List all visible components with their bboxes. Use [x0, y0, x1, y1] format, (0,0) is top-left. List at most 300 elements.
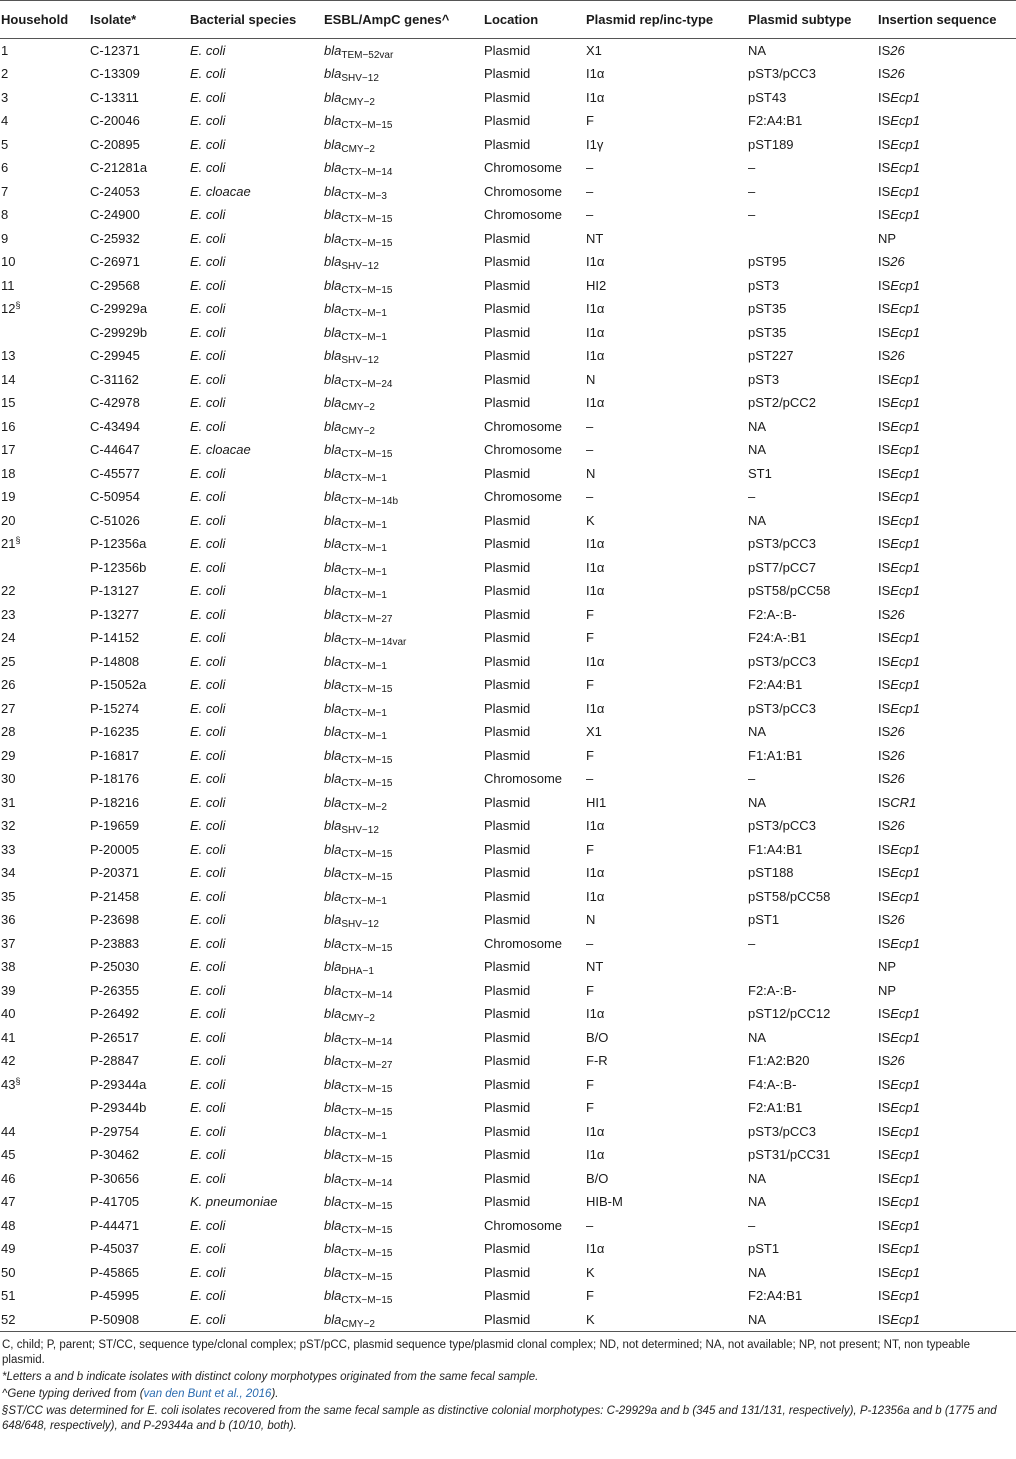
- cell-household: [0, 838, 88, 862]
- insertion-element: Ecp1: [890, 1076, 920, 1092]
- household-number: 40: [1, 1006, 16, 1022]
- cell-location: Plasmid: [484, 1123, 531, 1139]
- cell-subtype: F2:A-:B-: [748, 982, 797, 998]
- cell-isolate: P-19659: [90, 818, 140, 834]
- cell-insertion: [876, 321, 1016, 345]
- insertion-element: Ecp1: [890, 1170, 920, 1186]
- cell-isolate: P-30462: [90, 1147, 140, 1163]
- insertion-element: Ecp1: [890, 371, 920, 387]
- cell-subtype: NA: [748, 724, 767, 740]
- gene-prefix: bla: [324, 348, 342, 364]
- cell-household: [0, 791, 88, 815]
- cell-isolate: C-20046: [90, 113, 140, 129]
- cell-gene: [322, 1002, 482, 1026]
- cell-insertion: [876, 791, 1016, 815]
- cell-location: Plasmid: [484, 512, 531, 528]
- table-row: [0, 321, 1016, 345]
- cell-species: E. coli: [190, 724, 226, 740]
- insertion-prefix: IS: [878, 1076, 891, 1092]
- cell-location: Plasmid: [484, 371, 531, 387]
- gene-prefix: bla: [324, 865, 342, 881]
- cell-location: Chromosome: [484, 418, 563, 434]
- cell-insertion: [876, 509, 1016, 533]
- cell-gene: [322, 109, 482, 133]
- cell-isolate: P-18216: [90, 794, 140, 810]
- table-row: [0, 368, 1016, 392]
- gene-prefix: bla: [324, 959, 342, 975]
- cell-household: [0, 767, 88, 791]
- table-row: [0, 344, 1016, 368]
- cell-location: Plasmid: [482, 1308, 584, 1332]
- cell-gene: [322, 1214, 482, 1238]
- cell-household: [0, 932, 88, 956]
- cell-species: E. coli: [190, 277, 226, 293]
- gene-variant: SHV−12: [341, 261, 379, 273]
- insertion-element: Ecp1: [890, 395, 920, 411]
- table-row: [0, 1284, 1016, 1308]
- cell-location: Plasmid: [484, 277, 531, 293]
- cell-location: Plasmid: [484, 559, 531, 575]
- table-row: [0, 955, 1016, 979]
- gene-variant: CTX−M−15: [341, 848, 393, 860]
- cell-rep-type: X1: [586, 43, 602, 58]
- col-species: Bacterial species: [188, 1, 322, 39]
- cell-gene: [322, 720, 482, 744]
- cell-subtype: NA: [748, 794, 767, 810]
- cell-location: Plasmid: [484, 43, 531, 58]
- cell-species: E. coli: [190, 771, 226, 787]
- cell-household: [0, 1284, 88, 1308]
- cell-subtype: [746, 955, 876, 979]
- cell-species: E. coli: [190, 794, 226, 810]
- cell-location: Chromosome: [484, 771, 563, 787]
- cell-rep-type: B/O: [586, 1029, 609, 1045]
- insertion-element: Ecp1: [890, 512, 920, 528]
- cell-household: [0, 133, 88, 157]
- gene-variant: CTX−M−15: [341, 449, 393, 461]
- household-number: 43: [1, 1076, 16, 1092]
- gene-variant: CTX−M−3: [341, 190, 387, 202]
- household-number: 13: [1, 348, 16, 364]
- table-row: [0, 86, 1016, 110]
- cell-rep-type: B/O: [586, 1170, 609, 1186]
- cell-isolate: P-13277: [90, 606, 140, 622]
- cell-rep-type: –: [586, 418, 594, 434]
- gene-variant: CTX−M−15: [341, 872, 393, 884]
- cell-insertion: [876, 39, 1016, 63]
- cell-rep-type: F: [586, 1100, 594, 1116]
- table-row: [0, 1026, 1016, 1050]
- gene-variant: CTX−M−14var: [341, 637, 407, 649]
- cell-subtype: F1:A4:B1: [748, 841, 803, 857]
- cell-household: [0, 415, 88, 439]
- gene-variant: CTX−M−1: [341, 519, 387, 531]
- insertion-prefix: IS: [878, 630, 891, 646]
- cell-gene: [322, 1120, 482, 1144]
- household-number: 52: [1, 1311, 16, 1327]
- insertion-prefix: IS: [878, 1006, 891, 1022]
- cell-rep-type: –: [586, 442, 594, 458]
- cell-species: E. coli: [190, 324, 226, 340]
- gene-prefix: bla: [324, 442, 342, 458]
- cell-insertion: [876, 767, 1016, 791]
- cell-location: Plasmid: [484, 606, 531, 622]
- cell-subtype: pST31/pCC31: [748, 1147, 831, 1163]
- household-number: 39: [1, 982, 16, 998]
- gene-variant: CTX−M−15: [341, 214, 393, 226]
- insertion-prefix: IS: [878, 1029, 891, 1045]
- household-footnote-mark: §: [15, 1075, 21, 1086]
- cell-household: [0, 391, 88, 415]
- cell-household: [0, 368, 88, 392]
- cell-isolate: P-16817: [90, 747, 140, 763]
- col-household: Household: [0, 1, 88, 39]
- table-row: [0, 814, 1016, 838]
- cell-subtype: F4:A-:B-: [748, 1076, 797, 1092]
- insertion-element: 26: [890, 43, 905, 58]
- insertion-prefix: IS: [878, 536, 891, 552]
- insertion-prefix: IS: [878, 395, 891, 411]
- household-number: 48: [1, 1217, 16, 1233]
- gene-prefix: bla: [324, 818, 342, 834]
- table-row: [0, 697, 1016, 721]
- gene-variant: SHV−12: [341, 73, 379, 85]
- insertion-element: Ecp1: [890, 935, 920, 951]
- cell-gene: [322, 203, 482, 227]
- table-row: [0, 1096, 1016, 1120]
- insertion-element: Ecp1: [890, 1288, 920, 1304]
- gene-variant: CTX−M−14: [341, 1036, 393, 1048]
- cell-species: E. coli: [190, 1006, 226, 1022]
- cell-subtype: ST1: [748, 465, 772, 481]
- table-row: [0, 673, 1016, 697]
- cell-household: [0, 297, 88, 321]
- cell-gene: [322, 767, 482, 791]
- cell-isolate: P-18176: [90, 771, 140, 787]
- gene-variant: DHA−1: [341, 966, 374, 978]
- cell-species: E. coli: [190, 653, 226, 669]
- cell-isolate: C-26971: [90, 254, 140, 270]
- cell-household: [0, 1143, 88, 1167]
- cell-rep-type: –: [586, 1217, 594, 1233]
- cell-household: [0, 979, 88, 1003]
- table-row: [0, 250, 1016, 274]
- household-number: 36: [1, 912, 16, 928]
- cell-rep-type: I1α: [586, 254, 605, 270]
- table-row: [0, 861, 1016, 885]
- insertion-element: Ecp1: [890, 207, 920, 223]
- col-isolate: Isolate*: [88, 1, 188, 39]
- cell-isolate: C-21281a: [90, 160, 148, 176]
- table-row: [0, 180, 1016, 204]
- household-number: 47: [1, 1194, 16, 1210]
- gene-prefix: bla: [324, 465, 342, 481]
- insertion-element: Ecp1: [890, 559, 920, 575]
- cell-insertion: [876, 1120, 1016, 1144]
- cell-isolate: P-23883: [90, 935, 140, 951]
- table-row: [0, 39, 1016, 63]
- insertion-element: Ecp1: [890, 1100, 920, 1116]
- reference-link[interactable]: van den Bunt et al., 2016: [143, 1388, 272, 1400]
- gene-prefix: bla: [324, 724, 342, 740]
- cell-gene: [322, 180, 482, 204]
- cell-subtype: pST3/pCC3: [748, 536, 816, 552]
- gene-prefix: bla: [324, 1147, 342, 1163]
- cell-gene: [322, 344, 482, 368]
- cell-subtype: –: [748, 160, 756, 176]
- insertion-prefix: IS: [878, 160, 891, 176]
- table-row: [0, 274, 1016, 298]
- table-row: [0, 391, 1016, 415]
- gene-prefix: bla: [324, 982, 342, 998]
- cell-location: Plasmid: [484, 747, 531, 763]
- insertion-element: Ecp1: [890, 89, 920, 105]
- insertion-element: Ecp1: [890, 630, 920, 646]
- gene-variant: CTX−M−1: [341, 731, 387, 743]
- gene-prefix: bla: [324, 536, 342, 552]
- insertion-element: Ecp1: [890, 489, 920, 505]
- cell-household: [0, 1190, 88, 1214]
- cell-insertion: [876, 720, 1016, 744]
- insertion-prefix: IS: [878, 1100, 891, 1116]
- household-number: 8: [1, 207, 9, 223]
- insertion-prefix: IS: [878, 583, 891, 599]
- table-row: [0, 1120, 1016, 1144]
- cell-species: E. coli: [190, 865, 226, 881]
- cell-location: Plasmid: [484, 465, 531, 481]
- insertion-element: Ecp1: [890, 653, 920, 669]
- cell-subtype: –: [748, 207, 756, 223]
- cell-location: Plasmid: [484, 959, 531, 975]
- cell-location: Plasmid: [484, 818, 531, 834]
- cell-species: E. coli: [190, 160, 226, 176]
- cell-household: [0, 509, 88, 533]
- gene-prefix: bla: [324, 912, 342, 928]
- household-footnote-mark: §: [15, 535, 21, 546]
- cell-location: Plasmid: [484, 66, 531, 82]
- cell-rep-type: F: [586, 982, 594, 998]
- cell-rep-type: HIB-M: [586, 1194, 623, 1210]
- cell-subtype: pST227: [748, 348, 794, 364]
- cell-isolate: P-16235: [90, 724, 140, 740]
- cell-gene: [322, 1096, 482, 1120]
- insertion-prefix: IS: [878, 348, 891, 364]
- insertion-element: Ecp1: [890, 1217, 920, 1233]
- cell-species: E. coli: [190, 1147, 226, 1163]
- cell-gene: [322, 1308, 482, 1332]
- gene-prefix: bla: [324, 700, 342, 716]
- cell-species: E. coli: [190, 66, 226, 82]
- cell-isolate: C-29929b: [90, 324, 148, 340]
- cell-location: Plasmid: [484, 677, 531, 693]
- insertion-prefix: IS: [878, 254, 891, 270]
- gene-variant: TEM−52var: [341, 50, 394, 61]
- insertion-prefix: IS: [878, 606, 891, 622]
- gene-variant: CTX−M−1: [341, 331, 387, 343]
- household-number: 10: [1, 254, 16, 270]
- cell-gene: [322, 321, 482, 345]
- household-number: 25: [1, 653, 16, 669]
- cell-rep-type: I1α: [586, 89, 605, 105]
- cell-insertion: [876, 1167, 1016, 1191]
- table-row: [0, 556, 1016, 580]
- cell-household: [0, 1237, 88, 1261]
- cell-subtype: pST189: [748, 136, 794, 152]
- gene-variant: CTX−M−14b: [341, 496, 399, 508]
- insertion-element: Ecp1: [890, 1029, 920, 1045]
- table-row: [0, 720, 1016, 744]
- cell-household: [0, 321, 88, 345]
- cell-isolate: C-13311: [90, 89, 139, 105]
- household-number: 33: [1, 841, 16, 857]
- cell-gene: [322, 274, 482, 298]
- household-number: 1: [1, 43, 9, 58]
- cell-location: Plasmid: [484, 1053, 531, 1069]
- cell-subtype: –: [748, 771, 756, 787]
- insertion-prefix: IS: [878, 512, 891, 528]
- gene-variant: SHV−12: [341, 825, 379, 837]
- insertion-prefix: IS: [878, 700, 891, 716]
- cell-household: [0, 744, 88, 768]
- cell-location: Chromosome: [484, 183, 563, 199]
- table-body: [0, 39, 1016, 1332]
- footnote-caret-post: ).: [271, 1388, 279, 1400]
- cell-location: Plasmid: [484, 348, 531, 364]
- cell-location: Plasmid: [484, 301, 531, 317]
- table-row: [0, 297, 1016, 321]
- gene-variant: CMY−2: [341, 425, 375, 437]
- gene-prefix: bla: [324, 395, 342, 411]
- cell-location: Plasmid: [484, 1076, 531, 1092]
- cell-species: E. coli: [190, 1217, 226, 1233]
- cell-species: E. coli: [190, 630, 226, 646]
- gene-prefix: bla: [324, 1076, 342, 1092]
- cell-insertion: [876, 908, 1016, 932]
- household-number: 45: [1, 1147, 16, 1163]
- cell-subtype: F1:A1:B1: [748, 747, 803, 763]
- cell-rep-type: I1α: [586, 301, 605, 317]
- household-number: 29: [1, 747, 16, 763]
- cell-isolate: C-12371: [90, 43, 140, 58]
- cell-species: E. coli: [190, 1029, 226, 1045]
- cell-household: [0, 1308, 88, 1332]
- cell-subtype: NA: [748, 442, 767, 458]
- cell-gene: [322, 838, 482, 862]
- table-row: [0, 156, 1016, 180]
- col-insertion: Insertion sequence: [876, 1, 1016, 39]
- table-row: [0, 791, 1016, 815]
- insertion-prefix: IS: [878, 747, 891, 763]
- household-number: 50: [1, 1264, 16, 1280]
- cell-isolate: C-25932: [90, 230, 140, 246]
- table-row: [0, 1167, 1016, 1191]
- cell-insertion: [876, 1190, 1016, 1214]
- cell-isolate: C-29568: [90, 277, 140, 293]
- insertion-prefix: IS: [878, 442, 891, 458]
- gene-variant: CTX−M−1: [341, 895, 387, 907]
- cell-gene: [322, 791, 482, 815]
- gene-prefix: bla: [324, 89, 342, 105]
- cell-gene: [322, 979, 482, 1003]
- cell-household: [0, 109, 88, 133]
- cell-insertion: [876, 1002, 1016, 1026]
- cell-isolate: C-13309: [90, 66, 140, 82]
- cell-location: Plasmid: [484, 630, 531, 646]
- cell-household: [0, 814, 88, 838]
- cell-household: [0, 626, 88, 650]
- insertion-element: 26: [890, 771, 905, 787]
- cell-subtype: NA: [748, 1170, 767, 1186]
- table-row: [0, 838, 1016, 862]
- cell-subtype: F2:A4:B1: [748, 677, 803, 693]
- cell-rep-type: –: [586, 489, 594, 505]
- cell-isolate: C-31162: [90, 371, 139, 387]
- cell-rep-type: –: [586, 935, 594, 951]
- household-number: 19: [1, 489, 16, 505]
- cell-isolate: P-26355: [90, 982, 140, 998]
- cell-rep-type: I1α: [586, 700, 605, 716]
- gene-prefix: bla: [324, 653, 342, 669]
- cell-insertion: [876, 274, 1016, 298]
- cell-household: [0, 603, 88, 627]
- insertion-element: Ecp1: [890, 1311, 920, 1327]
- gene-prefix: bla: [324, 418, 342, 434]
- gene-prefix: bla: [324, 136, 342, 152]
- cell-subtype: pST3/pCC3: [748, 1123, 816, 1139]
- cell-rep-type: I1α: [586, 536, 605, 552]
- cell-subtype: NA: [748, 418, 767, 434]
- table-row: [0, 650, 1016, 674]
- gene-variant: CTX−M−27: [341, 613, 393, 625]
- header-row: [0, 1, 1016, 39]
- insertion-element: Ecp1: [890, 1006, 920, 1022]
- insertion-element: 26: [890, 348, 905, 364]
- insertion-prefix: IS: [878, 818, 891, 834]
- cell-isolate: P-29344a: [90, 1076, 147, 1092]
- cell-location: Plasmid: [484, 1006, 531, 1022]
- cell-rep-type: K: [586, 512, 595, 528]
- cell-isolate: P-29344b: [90, 1100, 147, 1116]
- cell-species: E. coli: [190, 1100, 226, 1116]
- gene-variant: SHV−12: [341, 355, 379, 367]
- cell-insertion: [876, 485, 1016, 509]
- gene-variant: CMY−2: [341, 1318, 375, 1330]
- cell-species: E. coli: [190, 1264, 226, 1280]
- household-number: 2: [1, 66, 9, 82]
- household-number: 41: [1, 1029, 16, 1045]
- cell-location: Plasmid: [484, 888, 531, 904]
- cell-gene: [322, 744, 482, 768]
- cell-species: E. coli: [190, 888, 226, 904]
- gene-prefix: bla: [324, 794, 342, 810]
- cell-gene: [322, 62, 482, 86]
- gene-variant: CTX−M−1: [341, 472, 387, 484]
- insertion-prefix: IS: [878, 1217, 891, 1233]
- cell-subtype: –: [748, 183, 756, 199]
- cell-insertion: [876, 697, 1016, 721]
- cell-gene: [322, 1284, 482, 1308]
- cell-insertion: [876, 861, 1016, 885]
- gene-prefix: bla: [324, 489, 342, 505]
- cell-rep-type: NT: [586, 959, 604, 975]
- cell-isolate: C-45577: [90, 465, 140, 481]
- insertion-prefix: NP: [878, 982, 897, 998]
- table-row: [0, 885, 1016, 909]
- cell-species: E. coli: [190, 1288, 226, 1304]
- household-number: 28: [1, 724, 16, 740]
- cell-subtype: pST3/pCC3: [748, 700, 816, 716]
- insertion-element: Ecp1: [890, 700, 920, 716]
